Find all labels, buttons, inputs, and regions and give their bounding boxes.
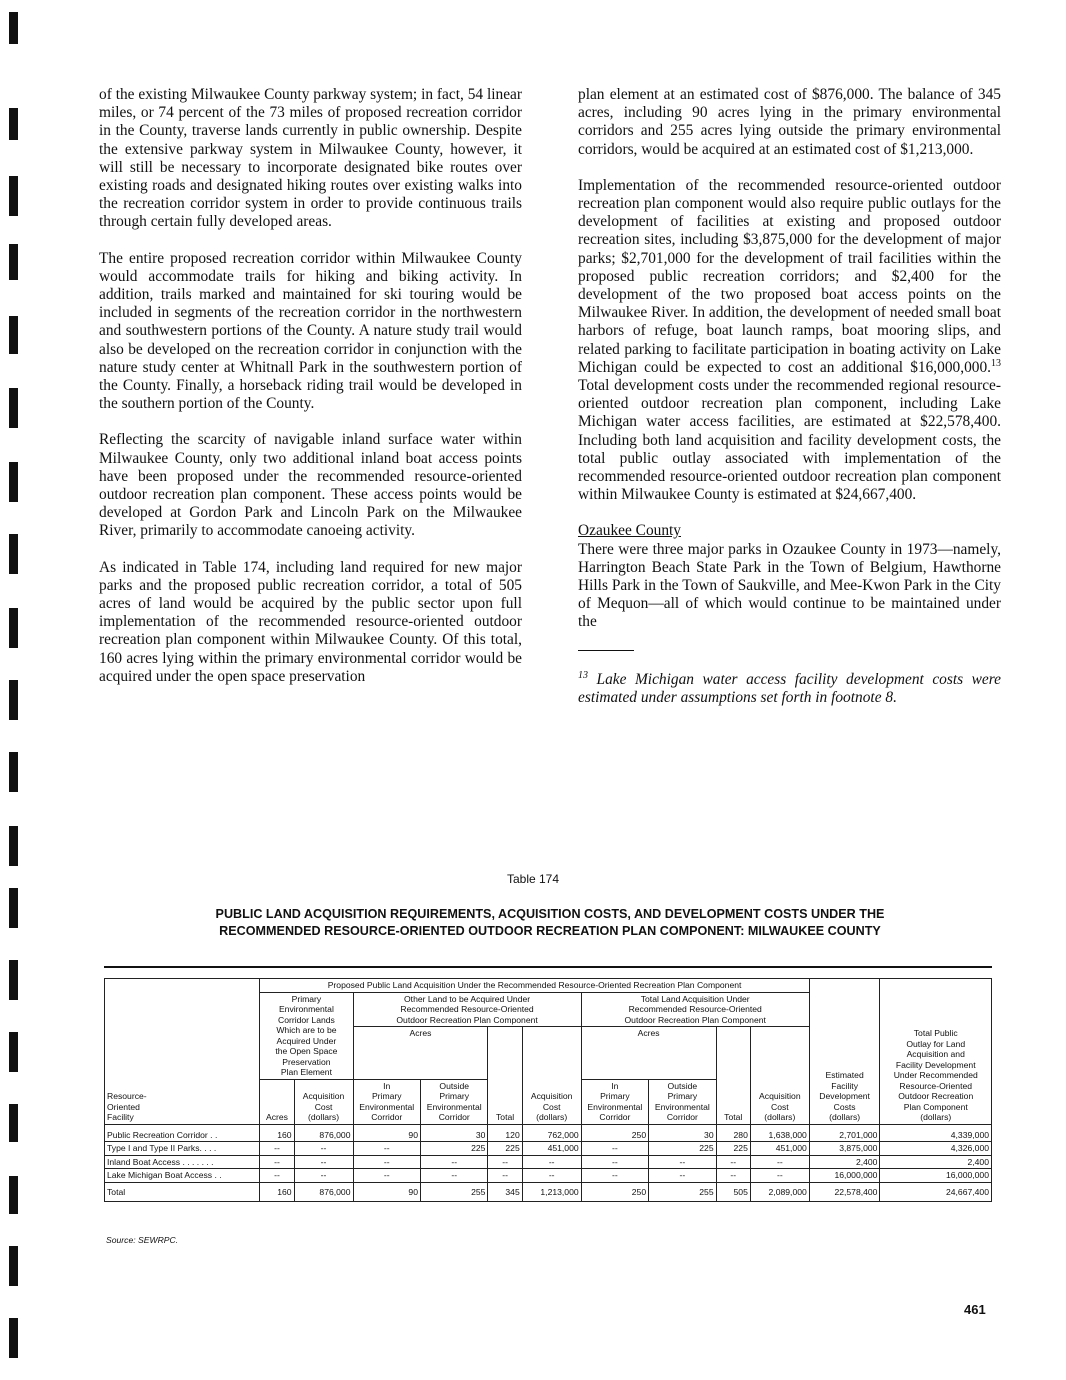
header-total: Total <box>488 1027 522 1125</box>
table-row <box>105 1142 992 1156</box>
header-line: Development <box>819 1091 870 1101</box>
row-label: Public Recreation Corridor . . <box>105 1124 260 1142</box>
table-cell: 2,400 <box>880 1155 992 1169</box>
header-outside-primary <box>649 1079 716 1124</box>
table-cell: 24,667,400 <box>880 1182 992 1202</box>
table-title-line: RECOMMENDED RESOURCE-ORIENTED OUTDOOR RECREATION PLAN COMPONENT: MILWAUKEE COUNTY <box>219 924 881 938</box>
table-cell: 225 <box>649 1142 716 1156</box>
header-line: (dollars) <box>764 1112 796 1122</box>
table-cell: 1,638,000 <box>750 1124 809 1142</box>
header-line: Cost <box>542 1101 561 1112</box>
table-cell: -- <box>716 1155 750 1169</box>
header-line: Other Land to be Acquired Under <box>404 993 531 1004</box>
right-text-column <box>578 86 1001 725</box>
header-line: Primary <box>600 1091 630 1101</box>
header-line: Costs <box>833 1101 856 1112</box>
row-label: Inland Boat Access . . . . . . . <box>105 1155 260 1169</box>
header-line: Outdoor Recreation Plan Component <box>624 1014 766 1025</box>
header-acquisition-cost <box>522 1027 581 1125</box>
table-cell: -- <box>581 1142 648 1156</box>
header-line: Primary <box>371 1091 402 1101</box>
header-line: (dollars) <box>536 1112 568 1122</box>
header-line: Corridor <box>371 1112 403 1122</box>
header-acres: Acres <box>581 1027 716 1080</box>
table-cell: -- <box>260 1142 294 1156</box>
header-proposed-acquisition: Proposed Public Land Acquisition Under the Recommended Resource-Oriented Recreation Plan Component <box>260 979 809 993</box>
header-outside-primary <box>420 1079 487 1124</box>
table-cell: -- <box>353 1169 420 1183</box>
table-cell: 3,875,000 <box>809 1142 880 1156</box>
header-estimated-costs <box>809 979 880 1125</box>
header-line: Acquisition <box>759 1091 801 1101</box>
header-total: Total <box>716 1027 750 1125</box>
header-in-primary <box>581 1079 648 1124</box>
table-cell: 120 <box>488 1124 522 1142</box>
table-cell: 255 <box>420 1182 487 1202</box>
header-line: Corridor <box>599 1112 631 1122</box>
table-cell: -- <box>420 1169 487 1183</box>
header-line: Cost <box>314 1101 333 1112</box>
paragraph-text: Implementation of the recommended resource-oriented outdoor recreation plan component would also require public outlays for the development of facilities at existing and proposed outdoor recreation sites, including $3,875,000 for the development of major parks; $2,701,000 for the development of trail facilities within the proposed public recreation corridors; and $2,400 for the development of the two proposed boat access points on the Milwaukee River. In addition, the development of needed small boat harbors of refuge, boat launch ramps, boat mooring slips, and related parking to facilitate participation in boating activity on Lake Michigan could be expected to cost an additional $16,000,000. <box>578 176 1001 376</box>
footnote-text: Lake Michigan water access facility development costs were estimated under assumptions set forth in footnote 8. <box>578 670 1001 706</box>
section-heading: Ozaukee County <box>578 522 681 540</box>
header-total-land <box>581 992 809 1027</box>
header-line: Primary <box>291 993 322 1004</box>
table-number: Table 174 <box>506 872 560 886</box>
table-cell: 762,000 <box>522 1124 581 1142</box>
header-line: Acquisition and <box>906 1049 965 1059</box>
table-cell: 4,326,000 <box>880 1142 992 1156</box>
row-label: Lake Michigan Boat Access . . <box>105 1169 260 1183</box>
header-total-public-outlay <box>880 979 992 1125</box>
table-total-row <box>105 1182 992 1202</box>
table-cell: 2,701,000 <box>809 1124 880 1142</box>
table-cell: -- <box>522 1155 581 1169</box>
data-table <box>104 978 992 1202</box>
paragraph: There were three major parks in Ozaukee County in 1973—namely, Harrington Beach State Park in the Town of Belgium, Hawthorne Hills Park in the Town of Saukville, and Mee-Kwon Park in the City of Mequon—all of which would continue to be maintained under the <box>578 540 1001 631</box>
left-text-column <box>99 86 522 704</box>
header-line: Under Recommended <box>893 1070 978 1080</box>
footnote-number: 13 <box>578 669 588 681</box>
table-cell: -- <box>750 1155 809 1169</box>
table-cell: 225 <box>488 1142 522 1156</box>
row-label: Type I and Type II Parks. . . . <box>105 1142 260 1156</box>
table-row <box>105 1124 992 1142</box>
header-line: Acquired Under <box>276 1035 337 1046</box>
paragraph-text: Total development costs under the recommended regional resource-oriented outdoor recreation plan component, including Lake Michigan water access facilities, are estimated at $22,578,400. Including both land acquisition and facility development costs, the total public outlay associated with implementation of the recommended resource-oriented outdoor recreation plan component within Milwaukee County is estimated at $24,667,400. <box>578 377 1001 504</box>
paragraph: Reflecting the scarcity of navigable inland surface water within Milwaukee County, only two additional inland boat access points have been proposed under the recommended resource-oriented outdoor recreation plan component. These access points would be developed at Gordon Park and Lincoln Park on the Milwaukee River, primarily to accommodate canoeing activity. <box>99 431 522 540</box>
table-row <box>105 1169 992 1183</box>
header-line: Outdoor Recreation <box>898 1091 974 1101</box>
data-table-container <box>104 966 992 1202</box>
header-line: Plan Component <box>903 1101 968 1112</box>
header-line: In <box>383 1080 391 1091</box>
table-cell: -- <box>488 1169 522 1183</box>
row-label: Total <box>105 1182 260 1202</box>
table-cell: -- <box>649 1155 716 1169</box>
header-acquisition-cost <box>294 1079 353 1124</box>
table-title <box>120 906 980 940</box>
table-cell: 451,000 <box>522 1142 581 1156</box>
header-line: Environmental <box>359 1101 415 1112</box>
header-acres-col: Acres <box>260 1079 294 1124</box>
table-cell: -- <box>581 1155 648 1169</box>
page-number: 461 <box>964 1302 986 1317</box>
table-cell: 451,000 <box>750 1142 809 1156</box>
header-line: Corridor <box>666 1112 698 1122</box>
header-line: Which are to be <box>276 1025 337 1035</box>
table-cell: 250 <box>581 1124 648 1142</box>
table-cell: 90 <box>353 1182 420 1202</box>
header-line: Outlay for Land <box>906 1038 966 1049</box>
header-facility <box>105 979 260 1125</box>
header-line: Environmental <box>278 1004 334 1014</box>
table-cell: -- <box>353 1155 420 1169</box>
paragraph: plan element at an estimated cost of $876,000. The balance of 345 acres, including 90 acres lying in the primary environmental corridors and 255 acres lying outside the primary environmental corridors, would be acquired at an estimated cost of $1,213,000. <box>578 86 1001 158</box>
header-line: Outside <box>439 1080 470 1091</box>
table-cell: -- <box>581 1169 648 1183</box>
paragraph: As indicated in Table 174, including land required for new major parks and the proposed public recreation corridor, a total of 505 acres of land would be acquired by the public sector upon full implementation of the recommended resource-oriented outdoor recreation plan component within Milwaukee County. Of this total, 160 acres lying within the primary environmental corridor would be acquired under the open space preservation <box>99 558 522 685</box>
table-cell: 876,000 <box>294 1124 353 1142</box>
header-line: Cost <box>770 1101 789 1112</box>
table-title-line: PUBLIC LAND ACQUISITION REQUIREMENTS, ACQUISITION COSTS, AND DEVELOPMENT COSTS UNDER THE <box>215 907 885 921</box>
table-cell: 505 <box>716 1182 750 1202</box>
table-cell: -- <box>716 1169 750 1183</box>
header-line: Total Land Acquisition Under <box>640 993 750 1004</box>
table-cell: 2,089,000 <box>750 1182 809 1202</box>
table-cell: 16,000,000 <box>809 1169 880 1183</box>
header-line: Resource- <box>107 1091 147 1101</box>
table-cell: -- <box>294 1169 353 1183</box>
table-cell: 30 <box>420 1124 487 1142</box>
header-in-primary <box>353 1079 420 1124</box>
table-cell: 280 <box>716 1124 750 1142</box>
header-line: (dollars) <box>308 1112 340 1122</box>
paragraph: The entire proposed recreation corridor within Milwaukee County would accommodate trails for hiking and biking activity. In addition, trails marked and maintained for ski touring would be included in segments of the recreation corridor in the northwestern and southwestern portions of the County. A nature study trail would also be developed on the recreation corridor in conjunction with the nature study center at Whitnall Park in the southwestern portion of the County. Finally, a horseback riding trail would be developed in the southern portion of the County. <box>99 249 522 413</box>
header-line: In <box>611 1080 619 1091</box>
table-cell: -- <box>522 1169 581 1183</box>
header-line: Facility <box>107 1112 134 1122</box>
table-cell: 876,000 <box>294 1182 353 1202</box>
table-cell: -- <box>420 1155 487 1169</box>
table-cell: 160 <box>260 1182 294 1202</box>
table-cell: 225 <box>420 1142 487 1156</box>
header-line: (dollars) <box>829 1112 861 1122</box>
header-line: Corridor Lands <box>277 1014 335 1025</box>
header-acres: Acres <box>353 1027 488 1080</box>
table-cell: 30 <box>649 1124 716 1142</box>
paragraph: of the existing Milwaukee County parkway system; in fact, 54 linear miles, or 74 percent of the 73 miles of proposed recreation corridor in the County, traverse lands currently in public ownership. Despite the extensive parkway system in Milwaukee County, however, it will still be necessary to incorporate designated bike routes over existing roads and designated hiking routes over existing walks into the recreation corridor system in order to provide continuous trails through certain fully developed areas. <box>99 86 522 231</box>
table-cell: 2,400 <box>809 1155 880 1169</box>
table-cell: 4,339,000 <box>880 1124 992 1142</box>
table-cell: 255 <box>649 1182 716 1202</box>
header-line: Preservation <box>282 1056 331 1067</box>
footnote-reference: 13 <box>991 357 1001 369</box>
table-row <box>105 1155 992 1169</box>
header-line: Corridor <box>438 1112 470 1122</box>
header-line: Environmental <box>426 1101 482 1112</box>
paragraph <box>578 177 1001 505</box>
header-line: Environmental <box>654 1101 710 1112</box>
table-cell: 16,000,000 <box>880 1169 992 1183</box>
header-line: Facility <box>831 1080 858 1091</box>
table-cell: 345 <box>488 1182 522 1202</box>
header-line: Resource-Oriented <box>899 1080 973 1091</box>
footnote-divider <box>578 650 634 651</box>
table-cell: 250 <box>581 1182 648 1202</box>
header-line: Environmental <box>587 1101 643 1112</box>
header-line: Plan Element <box>280 1067 332 1077</box>
header-line: Estimated <box>825 1070 864 1080</box>
header-line: Primary <box>667 1091 698 1101</box>
header-line: Acquisition <box>530 1091 573 1101</box>
header-line: Outside <box>667 1080 698 1091</box>
table-cell: -- <box>260 1169 294 1183</box>
table-cell: -- <box>750 1169 809 1183</box>
binding-marks <box>9 0 21 1380</box>
table-cell: -- <box>488 1155 522 1169</box>
header-line: Outdoor Recreation Plan Component <box>396 1014 538 1025</box>
header-line: Acquisition <box>302 1091 345 1101</box>
table-top-rule <box>104 966 992 968</box>
table-cell: -- <box>260 1155 294 1169</box>
header-line: Recommended Resource-Oriented <box>628 1004 762 1014</box>
header-line: Recommended Resource-Oriented <box>400 1004 534 1014</box>
header-line: Oriented <box>107 1101 140 1112</box>
header-line: the Open Space <box>275 1046 338 1056</box>
header-line: (dollars) <box>920 1112 952 1122</box>
table-cell: -- <box>294 1155 353 1169</box>
table-cell: 225 <box>716 1142 750 1156</box>
table-cell: 1,213,000 <box>522 1182 581 1202</box>
header-line: Facility Development <box>895 1059 976 1070</box>
header-line: Primary <box>439 1091 470 1101</box>
header-acquisition-cost <box>750 1027 809 1125</box>
table-cell: -- <box>294 1142 353 1156</box>
table-cell: -- <box>649 1169 716 1183</box>
footnote <box>578 671 1001 707</box>
table-cell: 22,578,400 <box>809 1182 880 1202</box>
table-source: Source: SEWRPC. <box>106 1235 179 1245</box>
table-cell: -- <box>353 1142 420 1156</box>
header-other-land <box>353 992 581 1027</box>
table-cell: 90 <box>353 1124 420 1142</box>
header-primary-corridor-lands <box>260 992 353 1079</box>
table-cell: 160 <box>260 1124 294 1142</box>
header-line: Total Public <box>913 1028 958 1038</box>
